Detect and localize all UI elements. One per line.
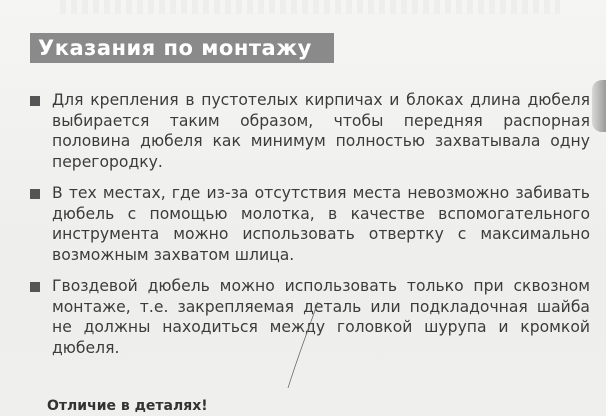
square-bullet-icon xyxy=(30,282,40,292)
section-heading-bar xyxy=(30,33,334,63)
subsection-heading: Отличие в деталях! xyxy=(47,398,208,414)
section-title: Указания по монтажу xyxy=(38,36,312,60)
pen-stroke-mark xyxy=(270,300,330,390)
list-item xyxy=(30,183,590,265)
bleed-through-text xyxy=(60,0,560,14)
square-bullet-icon xyxy=(30,189,40,199)
square-bullet-icon xyxy=(30,96,40,106)
list-item xyxy=(30,90,590,172)
list-item-text: Гвоздевой дюбель можно использовать только при сквозном монтаже, т.е. закрепляемая деталь или подкладочная шайба не должны находиться между головкой шурупа и кромкой дюбеля. xyxy=(52,277,590,357)
list-item-text: Для крепления в пустотелых кирпичах и блоках длина дюбеля выбирается таким образом, чтобы передняя распорная половина дюбеля как минимум полностью захватывала одну перегородку. xyxy=(52,91,590,171)
list-item-text: В тех местах, где из-за отсутствия места невозможно забивать дюбель с помощью молотка, в качестве вспомогательного инструмента можно использовать отвертку с максимально возможным захватом шлица. xyxy=(52,184,590,264)
page-tab-marker xyxy=(592,80,606,132)
